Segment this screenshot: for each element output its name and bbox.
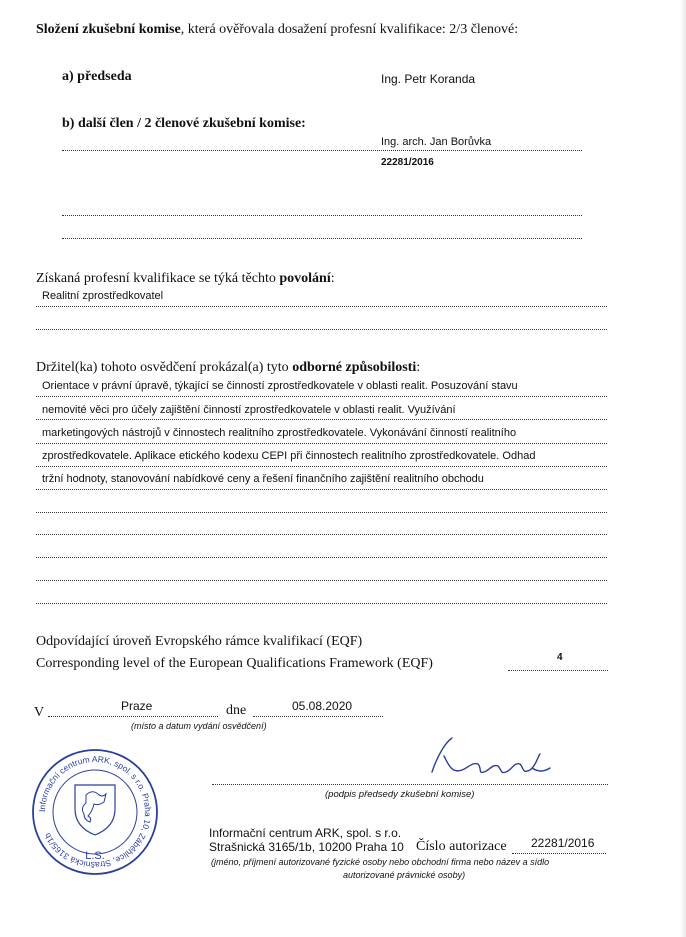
competencies-label-bold: odborné způsobilosti	[292, 360, 417, 375]
competency-line: marketingových nástrojů v činnostech realitního zprostředkovatele. Vykonávání činností realitního	[42, 427, 517, 439]
commission-heading-bold: Složení zkušební komise	[36, 22, 181, 37]
signature-script-text: Koranda	[418, 784, 422, 785]
competencies-label-colon: :	[416, 360, 421, 375]
competencies-label-plain: Držitel(ka) tohoto osvědčení prokázal(a) tyto	[36, 360, 293, 375]
chair-name: Ing. Petr Koranda	[381, 72, 476, 86]
signature-caption: (podpis předsedy zkušební komise)	[325, 789, 475, 800]
competency-line: nemovité věci pro účely zajištění činností zprostředkovatele v oblasti realit. Využívání	[42, 404, 456, 416]
competency-rule	[36, 443, 607, 444]
competency-line: zprostředkovatele. Aplikace etického kodexu CEPI při činnostech realitního zprostředkovatele. Odhad	[42, 450, 536, 462]
member-name: Ing. arch. Jan Borůvka	[381, 136, 492, 148]
competency-rule	[36, 534, 607, 535]
place-line	[48, 716, 218, 717]
competency-rule	[36, 489, 607, 490]
eqf-line-cz: Odpovídající úroveň Evropského rámce kvalifikací (EQF)	[36, 634, 363, 649]
eqf-level-line	[508, 670, 608, 671]
competency-rule	[36, 419, 607, 420]
competency-rule	[36, 580, 607, 581]
auth-number-line	[512, 853, 606, 854]
profession-label-bold: povolání	[279, 271, 331, 286]
competency-rule	[36, 603, 607, 604]
profession-label	[36, 271, 335, 287]
auth-label: Číslo autorizace	[416, 839, 507, 854]
profession-label-colon: :	[330, 271, 335, 286]
commission-heading-rest: , která ověřovala dosažení profesní kvalifikace: 2/3 členové:	[180, 22, 519, 37]
competency-rule	[36, 512, 607, 513]
chair-label: a) předseda	[62, 69, 132, 84]
member-line-1	[62, 150, 582, 151]
place-prefix: V	[34, 705, 45, 720]
issuer-address: Strašnická 3165/1b, 10200 Praha 10	[209, 840, 404, 854]
issuer-caption-1: (jméno, příjmení autorizované fyzické osoby nebo obchodní firma nebo název a sídlo	[211, 857, 550, 867]
auth-number: 22281/2016	[531, 836, 595, 850]
profession-line-1	[36, 306, 607, 307]
date-prefix: dne	[226, 703, 247, 718]
profession-label-plain: Získaná profesní kvalifikace se týká těchto	[36, 271, 280, 286]
date-value: 05.08.2020	[292, 699, 353, 713]
eqf-level: 4	[557, 652, 563, 663]
stamp-ring-text: Informační centrum ARK, spol. s r.o. Praha 10, Záběhlice, Strašnická 3165/1b	[36, 753, 154, 871]
issuer-name: Informační centrum ARK, spol. s r.o.	[209, 826, 402, 840]
place-value: Praze	[121, 699, 153, 713]
competency-rule	[36, 466, 607, 467]
eqf-line-en: Corresponding level of the European Qualifications Framework (EQF)	[36, 656, 433, 671]
competency-line: tržní hodnoty, stanovování nabídkové ceny a řešení finančního zajištění realitního obchodu	[42, 473, 484, 485]
competencies-label	[36, 360, 420, 376]
competency-rule	[36, 557, 607, 558]
competency-line: Orientace v právní úpravě, týkající se činností zprostředkovatele v oblasti realit. Posuzování stavu	[42, 380, 518, 392]
stamp-inner-ring	[53, 770, 137, 854]
place-date-caption: (místo a datum vydání osvědčení)	[131, 721, 267, 731]
date-line	[253, 716, 383, 717]
issuer-caption-2: autorizované právnické osoby)	[343, 870, 466, 880]
official-stamp	[30, 747, 160, 877]
member-line-3	[62, 238, 582, 239]
member-number: 22281/2016	[381, 157, 434, 168]
commission-heading	[36, 22, 518, 38]
competency-rule	[36, 396, 607, 397]
profession-value: Realitní zprostředkovatel	[42, 290, 164, 302]
page-edge-shadow	[680, 0, 686, 937]
stamp-ls: L.S.	[85, 850, 105, 862]
member-label: b) další člen / 2 členové zkušební komise:	[62, 116, 306, 131]
profession-line-2	[36, 329, 607, 330]
member-line-2	[62, 215, 582, 216]
stamp-lion	[82, 792, 106, 822]
chair-signature	[418, 734, 568, 786]
signature-line	[212, 784, 608, 785]
